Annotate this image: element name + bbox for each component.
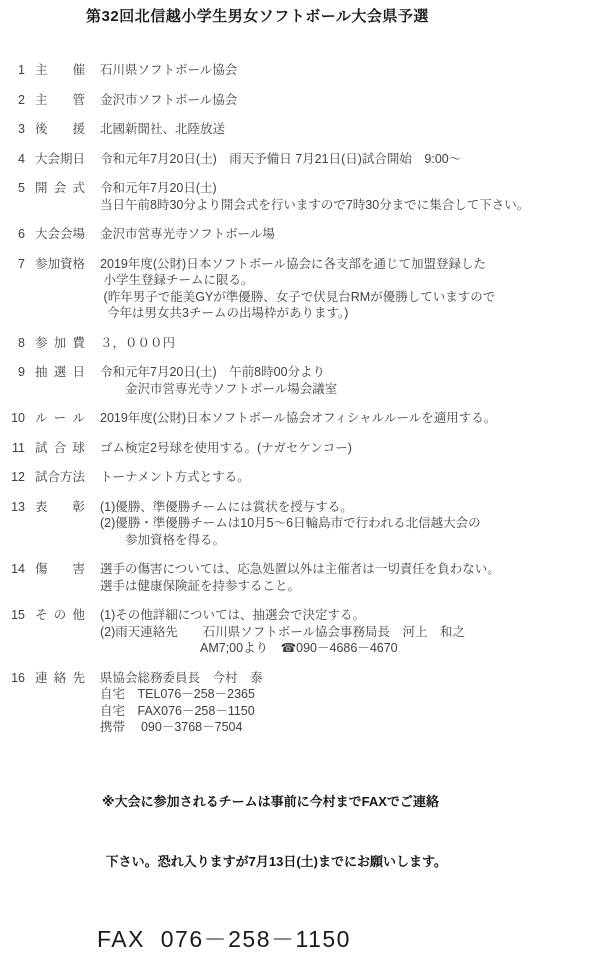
item-content-line: 小学生登録チームに限る。 bbox=[100, 273, 254, 287]
fax-number: FAX 076－258－1150 bbox=[97, 925, 351, 952]
item-content-line: 選手の傷害については、応急処置以外は主催者は一切責任を負わない。 bbox=[100, 562, 500, 576]
item-content-line: 当日午前8時30分より開会式を行いますので7時30分までに集合して下さい。 bbox=[100, 197, 530, 212]
item-content-line: 金沢市ソフトボール協会 bbox=[100, 92, 238, 107]
footer-note-line1: ※大会に参加されるチームは事前に今村までFAXでご連絡 bbox=[102, 793, 439, 809]
item-content-line: トーナメント方式とする。 bbox=[100, 470, 250, 484]
item-number: 1 bbox=[18, 63, 25, 77]
item-content bbox=[100, 180, 600, 213]
item-content-line: 2019年度(公財)日本ソフトボール協会に各支部を通じて加盟登録した bbox=[100, 256, 486, 271]
item-number: 11 bbox=[12, 440, 25, 455]
item-label: 大 会 期 日 bbox=[35, 151, 86, 166]
item-content bbox=[100, 410, 600, 427]
item-content-line: (1)優勝、準優勝チームには賞状を授与する。 bbox=[100, 499, 353, 514]
item-number: 5 bbox=[18, 181, 25, 195]
footer-note bbox=[102, 752, 600, 912]
item-label: 試 合 方 法 bbox=[35, 470, 86, 484]
item-number: 7 bbox=[18, 256, 25, 271]
list-item bbox=[0, 670, 600, 736]
item-content bbox=[100, 670, 600, 736]
list-item bbox=[0, 607, 600, 657]
item-number: 4 bbox=[18, 151, 25, 166]
item-label: 後 援 bbox=[35, 122, 85, 136]
list-item bbox=[0, 335, 600, 352]
item-content-line: 北國新聞社、北陸放送 bbox=[100, 122, 226, 136]
item-number: 9 bbox=[18, 365, 25, 379]
item-number: 13 bbox=[11, 499, 25, 514]
list-item bbox=[0, 499, 600, 549]
item-content bbox=[100, 335, 600, 352]
list-item bbox=[0, 92, 600, 109]
item-content bbox=[100, 226, 600, 243]
item-content-line: 令和元年7月20日(土) 午前8時00分より bbox=[100, 365, 326, 379]
list-item bbox=[0, 180, 600, 213]
item-content-line: 令和元年7月20日(土) bbox=[100, 181, 217, 195]
list-item bbox=[0, 121, 600, 138]
list-item bbox=[0, 151, 600, 168]
item-number: 2 bbox=[18, 92, 25, 107]
item-number: 16 bbox=[11, 670, 25, 685]
item-content-line: ゴム検定2号球を使用する。(ナガセケンコー) bbox=[100, 440, 352, 455]
item-content bbox=[100, 440, 600, 457]
item-label: 主 催 bbox=[35, 63, 85, 77]
item-label: 抽 選 日 bbox=[35, 365, 85, 379]
item-content-line: 石川県ソフトボール協会 bbox=[100, 63, 238, 77]
item-content bbox=[100, 151, 600, 168]
item-content bbox=[100, 561, 600, 594]
item-content bbox=[100, 62, 600, 79]
item-content-line: (2)優勝・準優勝チームは10月5～6日輪島市で行われる北信越大会の bbox=[100, 516, 481, 530]
item-content bbox=[100, 256, 600, 322]
numbered-items-list bbox=[0, 62, 600, 736]
item-number: 10 bbox=[11, 411, 25, 425]
list-item bbox=[0, 440, 600, 457]
item-content bbox=[100, 607, 600, 657]
item-content-line: 携帯 090－3768－7504 bbox=[100, 720, 243, 734]
item-content bbox=[100, 92, 600, 109]
item-content-line: 選手は健康保険証を持参すること。 bbox=[100, 578, 301, 593]
item-content-line: (昨年男子で能美GYが準優勝、女子で伏見台RMが優勝していますので bbox=[100, 289, 496, 304]
item-content bbox=[100, 469, 600, 486]
item-label: 試 合 球 bbox=[35, 440, 85, 455]
item-content-line: (1)その他詳細については、抽選会で決定する。 bbox=[100, 608, 366, 622]
item-label: ル ー ル bbox=[35, 411, 85, 425]
list-item bbox=[0, 226, 600, 243]
item-label: 参 加 費 bbox=[35, 335, 85, 350]
footer-note-line2: 下さい。恐れ入りますが7月13日(土)までにお願いします。 bbox=[102, 853, 447, 869]
item-label: 主 管 bbox=[35, 92, 85, 107]
item-content-line: 県協会総務委員長 今村 泰 bbox=[100, 670, 263, 685]
item-content-line: ３，０００円 bbox=[100, 335, 176, 350]
list-item bbox=[0, 561, 600, 594]
item-content-line: 自宅 TEL076－258－2365 bbox=[100, 687, 255, 701]
item-label: 開 会 式 bbox=[35, 181, 85, 195]
item-content-line: 金沢市営専光寺ソフトボール場 bbox=[100, 227, 275, 241]
item-label: 参 加 資 格 bbox=[35, 256, 86, 271]
item-content bbox=[100, 121, 600, 138]
item-number: 15 bbox=[11, 608, 25, 622]
list-item bbox=[0, 364, 600, 397]
item-label: 大 会 会 場 bbox=[35, 227, 86, 241]
item-content-line: AM7;00より ☎090－4686－4670 bbox=[100, 641, 398, 655]
item-content-line: 令和元年7月20日(土) 雨天予備日 7月21日(日)試合開始 9:00～ bbox=[100, 151, 462, 166]
item-content-line: 参加資格を得る。 bbox=[100, 532, 226, 547]
item-content-line: (2)雨天連絡先 石川県ソフトボール協会事務局長 河上 和之 bbox=[100, 624, 466, 639]
item-label: 連 絡 先 bbox=[35, 670, 85, 685]
item-label: そ の 他 bbox=[35, 608, 85, 622]
item-label: 傷 害 bbox=[35, 562, 85, 576]
item-content-line: 金沢市営専光寺ソフトボール場会議室 bbox=[100, 381, 338, 396]
list-item bbox=[0, 469, 600, 486]
list-item bbox=[0, 62, 600, 79]
list-item bbox=[0, 410, 600, 427]
item-number: 6 bbox=[18, 227, 25, 241]
item-number: 14 bbox=[11, 562, 25, 576]
item-content-line: 2019年度(公財)日本ソフトボール協会オフィシャルルールを適用する。 bbox=[100, 411, 497, 425]
item-number: 3 bbox=[18, 122, 25, 136]
list-item bbox=[0, 256, 600, 322]
item-number: 8 bbox=[18, 335, 25, 350]
item-number: 12 bbox=[11, 470, 25, 484]
item-content bbox=[100, 499, 600, 549]
item-content-line: 今年は男女共3チームの出場枠があります。) bbox=[100, 306, 349, 320]
item-content-line: 自宅 FAX076－258－1150 bbox=[100, 703, 255, 718]
item-content bbox=[100, 364, 600, 397]
page-title: 第32回北信越小学生男女ソフトボール大会県予選 bbox=[86, 8, 429, 25]
item-label: 表 彰 bbox=[35, 499, 85, 514]
